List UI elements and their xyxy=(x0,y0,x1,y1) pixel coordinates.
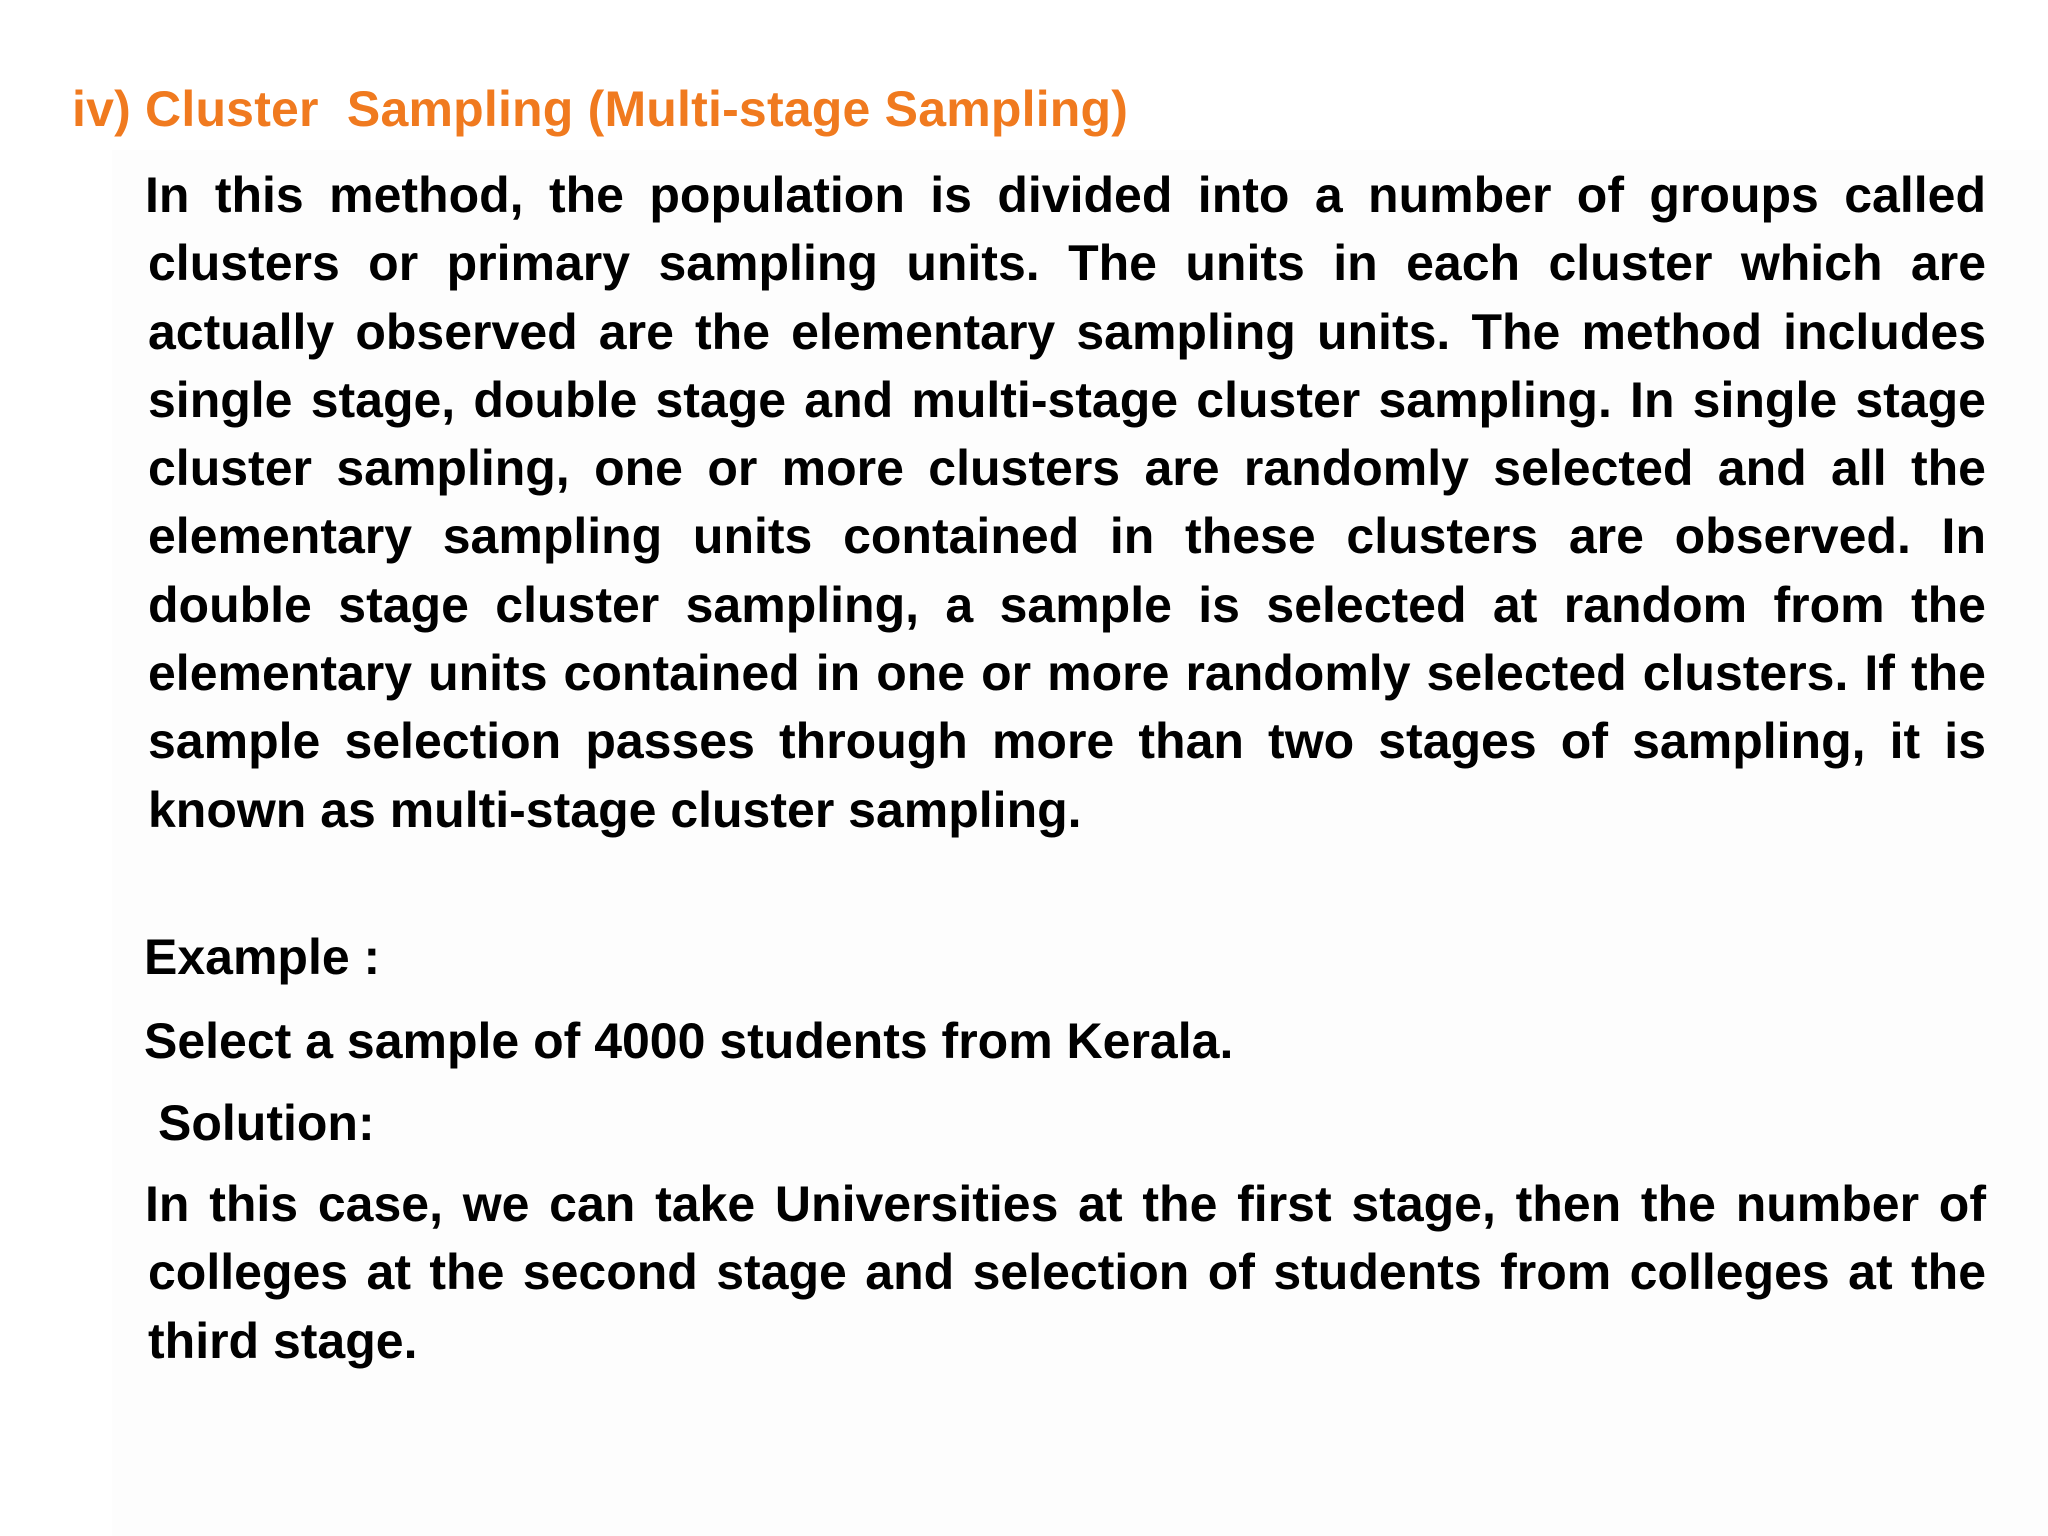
solution-paragraph: In this case, we can take Universities at the first stage, then the number of colleges at the second stage and selection of students from colleges at the third stage. xyxy=(145,1176,1986,1369)
solution-label: Solution: xyxy=(158,1095,375,1151)
slide-title: iv) Cluster Sampling (Multi-stage Sampling) xyxy=(72,81,1129,137)
definition-paragraph: In this method, the population is divided into a number of groups called clusters or primary sampling units. The units in each cluster which are actually observed are the elementary sampling units. The method includes single stage, double stage and multi-stage cluster sampling. In single stage cluster sampling, one or more clusters are randomly selected and all the elementary sampling units contained in these clusters are observed. In double stage cluster sampling, a sample is selected at random from the elementary units contained in one or more randomly selected clusters. If the sample selection passes through more than two stages of sampling, it is known as multi-stage cluster sampling. xyxy=(145,167,1986,838)
example-label: Example : xyxy=(144,929,381,985)
example-text: Select a sample of 4000 students from Kerala. xyxy=(144,1013,1234,1069)
